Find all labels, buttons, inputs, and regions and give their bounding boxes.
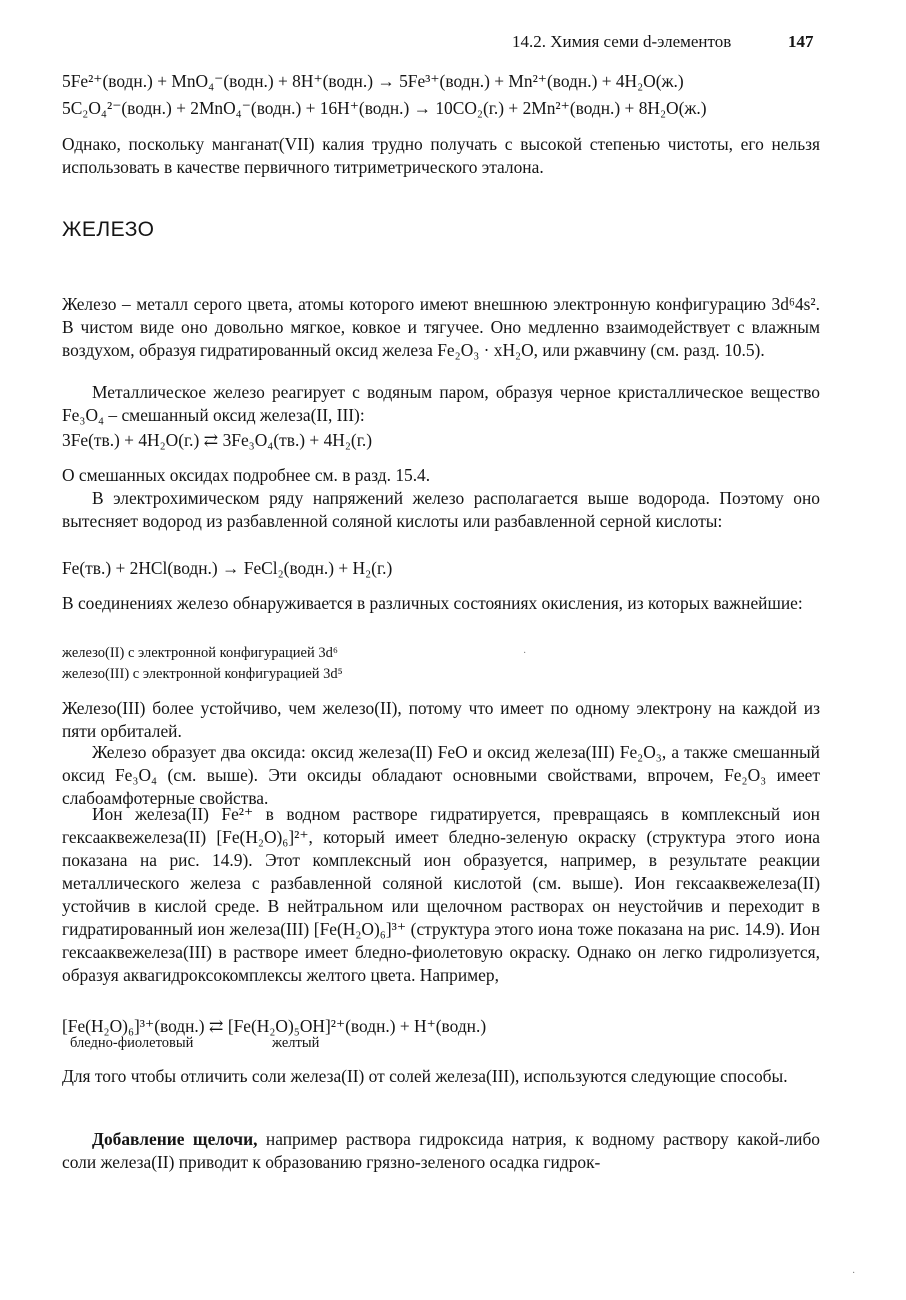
alkali-test-text: например раствора гидроксида натрия, к водному раствору какой-либо соли железа(II) приводит к образованию грязно-зеленого осадка гидрок-	[62, 1129, 820, 1172]
paragraph-oxidation-states: В соединениях железо обнаруживается в различных состояниях окисления, из которых важнейшие:	[62, 593, 803, 613]
paragraph-alkali-test	[62, 1128, 820, 1174]
label-pale-violet: бледно-фиолетовый	[70, 1035, 194, 1051]
equation-permanganate-oxalate: 5C₂O₄²⁻(водн.) + 2MnO₄⁻(водн.) + 16H⁺(водн.) → 10CO₂(г.) + 2Mn²⁺(водн.) + 8H₂O(ж.)	[62, 98, 707, 118]
paragraph-steam-reaction: Металлическое железо реагирует с водяным паром, образуя черное кристаллическое вещество Fe₃O₄ – смешанный оксид железа(II, III):	[62, 382, 820, 425]
page-number: 147	[788, 32, 814, 51]
paragraph-iron-intro: Железо – металл серого цвета, атомы которого имеют внешнюю электронную конфигурацию 3d⁶4s². В чистом виде оно довольно мягкое, ковкое и тягучее. Оно медленно взаимодействует с влажным воздухом, образуя гидратированный оксид железа Fe₂O₃ · xH₂O, или ржавчину (см. разд. 10.5).	[62, 294, 820, 360]
equation-steam: 3Fe(тв.) + 4H₂O(г.) ⇄ 3Fe₃O₄(тв.) + 4H₂(г.)	[62, 430, 373, 450]
paragraph-distinguish-salts: Для того чтобы отличить соли железа(II) от солей железа(III), используются следующие способы.	[62, 1066, 788, 1086]
list-item-iron-ii: железо(II) с электронной конфигурацией 3d⁶	[62, 645, 338, 661]
bold-term-alkali: Добавление щелочи,	[92, 1129, 258, 1149]
paragraph-hexaaqua-ion: Ион железа(II) Fe²⁺ в водном растворе гидратируется, превращаясь в комплексный ион гексааквежелеза(II) [Fe(H₂O)₆]²⁺, который имеет бледно-зеленую окраску (структура этого иона показана на рис. 14.9). Этот комплексный ион образуется, например, в результате реакции металлического железа с разбавленной соляной кислотой (см. выше). Ион гексааквежелеза(II) устойчив в кислой среде. В нейтральном или щелочном растворах он неустойчив и переходит в гидратированный ион железа(III) [Fe(H₂O)₆]³⁺ (структура этого иона тоже показана на рис. 14.9). Ион гексааквежелеза(III) в растворе имеет бледно-фиолетовую окраску. Однако он легко гидролизуется, образуя аквагидроксокомплексы желтого цвета. Например,	[62, 804, 820, 985]
list-item-iron-iii: железо(III) с электронной конфигурацией 3d⁵	[62, 666, 343, 682]
note-mixed-oxides: О смешанных оксидах подробнее см. в разд. 15.4.	[62, 465, 431, 485]
running-header: 14.2. Химия семи d-элементов	[512, 32, 732, 51]
paragraph-electrochemical-series: В электрохимическом ряду напряжений железо располагается выше водорода. Поэтому оно вытесняет водород из разбавленной соляной кислоты или разбавленной серной кислоты:	[62, 488, 820, 531]
speck-mark: ·	[852, 1268, 856, 1279]
paragraph-stability: Железо(III) более устойчиво, чем железо(II), потому что имеет по одному электрону на каждой из пяти орбиталей.	[62, 698, 820, 741]
label-yellow: желтый	[272, 1035, 320, 1051]
equation-permanganate-iron: 5Fe²⁺(водн.) + MnO₄⁻(водн.) + 8H⁺(водн.) → 5Fe³⁺(водн.) + Mn²⁺(водн.) + 4H₂O(ж.)	[62, 71, 684, 91]
equation-hydrolysis: [Fe(H₂O)₆]³⁺(водн.) ⇄ [Fe(H₂O)₅OH]²⁺(водн.) + H⁺(водн.)	[62, 1016, 487, 1036]
section-heading-iron: ЖЕЛЕЗО	[62, 218, 155, 241]
equation-hcl: Fe(тв.) + 2HCl(водн.) → FeCl₂(водн.) + H₂(г.)	[62, 558, 393, 578]
speck-mark: ·	[523, 648, 527, 659]
paragraph-oxides: Железо образует два оксида: оксид железа(II) FeO и оксид железа(III) Fe₂O₃, а также смешанный оксид Fe₃O₄ (см. выше). Эти оксиды обладают основными свойствами, впрочем, Fe₂O₃ имеет слабоамфотерные свойства.	[62, 742, 820, 808]
paragraph-manganate: Однако, поскольку манганат(VII) калия трудно получать с высокой степенью чистоты, его нельзя использовать в качестве первичного титриметрического эталона.	[62, 134, 820, 177]
